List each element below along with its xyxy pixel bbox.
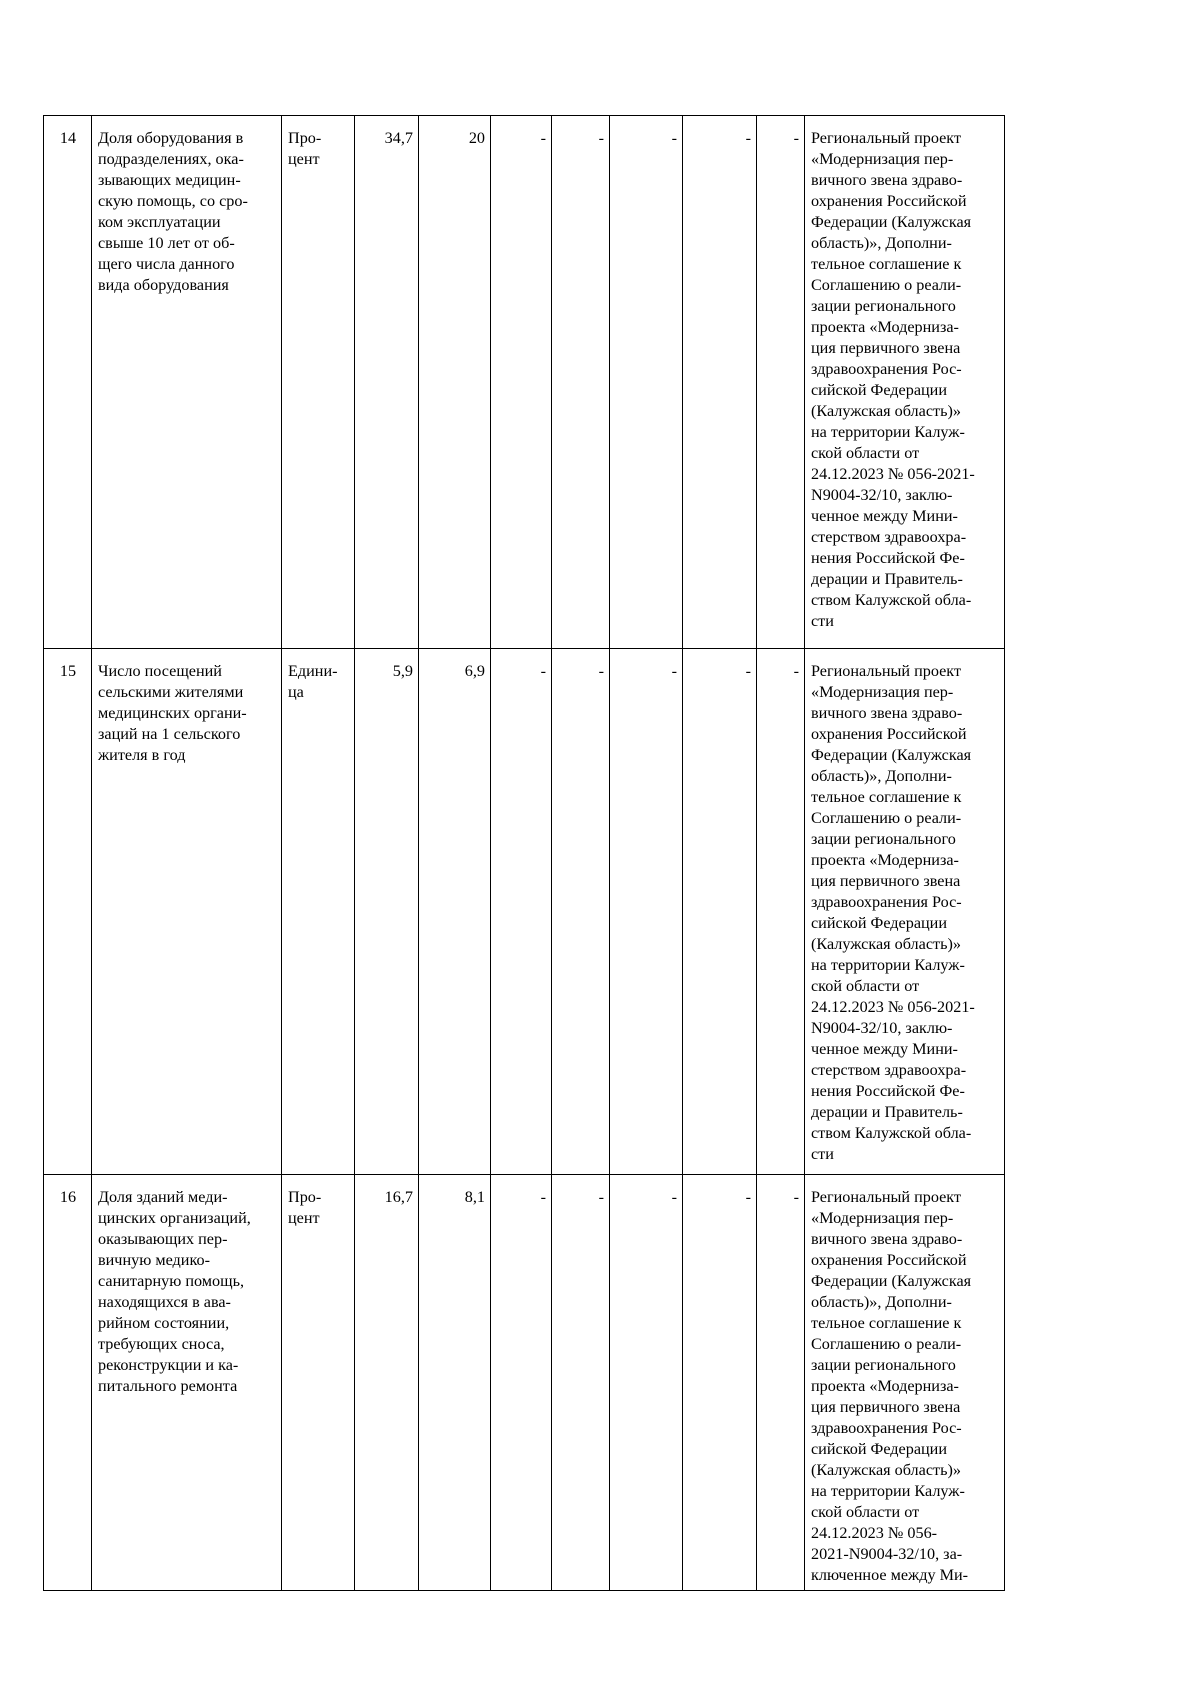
- indicator-name: Доля оборудования в подразделениях, ока- зывающих медицин- скую помощь, со сро- ком эксплуатации свыше 10 лет от об- щего числа данного вида оборудования: [92, 116, 282, 649]
- row-number: 16: [44, 1175, 92, 1591]
- unit-cell: Про- цент: [282, 1175, 355, 1591]
- source-document: Региональный проект «Модернизация пер- вичного звена здраво- охранения Российской Федерации (Калужская область)», Дополни- тельное соглашение к Соглашению о реали- зации регионального проекта «Модерниза- ция первичного звена здравоохранения Рос- сийской Федерации (Калужская область)» на территории Калуж- ской области от 24.12.2023 № 056- 2021-N9004-32/10, за- ключенное между Ми-: [805, 1175, 1005, 1591]
- target-value: 20: [419, 116, 491, 649]
- table-row: [44, 649, 1005, 1175]
- value-cell: -: [757, 116, 805, 649]
- value-cell: -: [491, 649, 552, 1175]
- value-cell: -: [757, 649, 805, 1175]
- value-cell: -: [552, 116, 610, 649]
- value-cell: -: [610, 1175, 683, 1591]
- row-number: 14: [44, 116, 92, 649]
- row-number: 15: [44, 649, 92, 1175]
- target-value: 6,9: [419, 649, 491, 1175]
- value-cell: -: [757, 1175, 805, 1591]
- source-document: Региональный проект «Модернизация пер- вичного звена здраво- охранения Российской Федерации (Калужская область)», Дополни- тельное соглашение к Соглашению о реали- зации регионального проекта «Модерниза- ция первичного звена здравоохранения Рос- сийской Федерации (Калужская область)» на территории Калуж- ской области от 24.12.2023 № 056-2021- N9004-32/10, заклю- ченное между Мини- стерством здравоохра- нения Российской Фе- дерации и Правитель- ством Калужской обла- сти: [805, 116, 1005, 649]
- target-value: 8,1: [419, 1175, 491, 1591]
- value-cell: -: [683, 116, 757, 649]
- base-value: 34,7: [355, 116, 419, 649]
- value-cell: -: [552, 1175, 610, 1591]
- value-cell: -: [552, 649, 610, 1175]
- unit-cell: Едини- ца: [282, 649, 355, 1175]
- value-cell: -: [491, 116, 552, 649]
- table-row: [44, 116, 1005, 649]
- indicator-name: Доля зданий меди- цинских организаций, оказывающих пер- вичную медико- санитарную помощь, находящихся в ава- рийном состоянии, требующих сноса, реконструкции и ка- питального ремонта: [92, 1175, 282, 1591]
- value-cell: -: [610, 116, 683, 649]
- indicator-name: Число посещений сельскими жителями медицинских органи- заций на 1 сельского жителя в год: [92, 649, 282, 1175]
- value-cell: -: [683, 1175, 757, 1591]
- indicators-table: [43, 115, 1005, 1591]
- value-cell: -: [491, 1175, 552, 1591]
- base-value: 5,9: [355, 649, 419, 1175]
- value-cell: -: [683, 649, 757, 1175]
- table-row: [44, 1175, 1005, 1591]
- base-value: 16,7: [355, 1175, 419, 1591]
- unit-cell: Про- цент: [282, 116, 355, 649]
- source-document: Региональный проект «Модернизация пер- вичного звена здраво- охранения Российской Федерации (Калужская область)», Дополни- тельное соглашение к Соглашению о реали- зации регионального проекта «Модерниза- ция первичного звена здравоохранения Рос- сийской Федерации (Калужская область)» на территории Калуж- ской области от 24.12.2023 № 056-2021- N9004-32/10, заклю- ченное между Мини- стерством здравоохра- нения Российской Фе- дерации и Правитель- ством Калужской обла- сти: [805, 649, 1005, 1175]
- value-cell: -: [610, 649, 683, 1175]
